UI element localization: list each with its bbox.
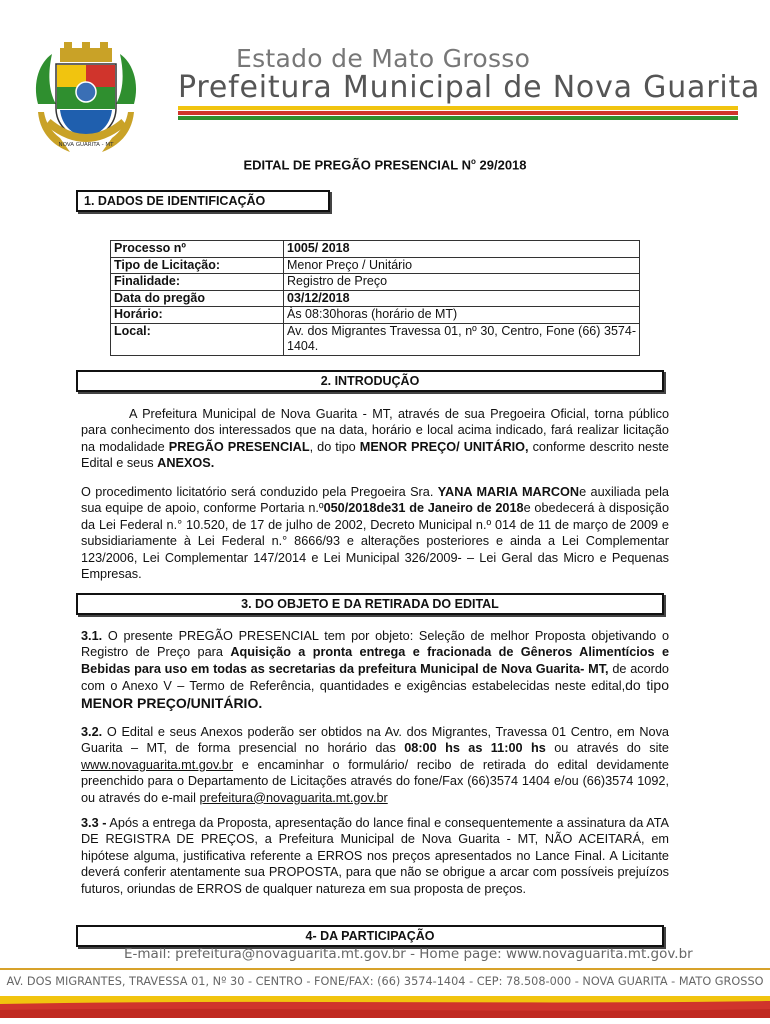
footer-divider — [0, 968, 770, 970]
section-1-heading: 1. DADOS DE IDENTIFICAÇÃO — [76, 190, 330, 212]
ident-value: Às 08:30horas (horário de MT) — [284, 307, 640, 324]
website-link[interactable]: www.novaguarita.mt.gov.br — [81, 757, 234, 772]
email-link[interactable]: prefeitura@novaguarita.mt.gov.br — [199, 790, 388, 805]
ident-key: Horário: — [111, 307, 284, 324]
footer-address: AV. DOS MIGRANTES, TRAVESSA 01, Nº 30 - CENTRO - FONE/FAX: (66) 3574-1404 - CEP: 78.508-000 - NOVA GUARITA - MATO GROSSO — [6, 975, 764, 988]
ident-row — [111, 307, 640, 324]
ident-value: 03/12/2018 — [284, 290, 640, 307]
ident-key: Processo nº — [111, 241, 284, 258]
section-2-heading: 2. INTRODUÇÃO — [76, 370, 664, 392]
intro-paragraph-1: A Prefeitura Municipal de Nova Guarita - MT, através de sua Pregoeira Oficial, torna público para conhecimento dos interessados que na data, horário e local acima indicado, fará realizar licitação na modalidade PREGÃO PRESENCIAL, do tipo MENOR PREÇO/ UNITÁRIO, conforme descrito neste Edital e seus ANEXOS. — [81, 407, 669, 471]
paragraph-3-2: 3.2. O Edital e seus Anexos poderão ser obtidos na Av. dos Migrantes, Travessa 01 Centro, em Nova Guarita – MT, de forma presencial no horário das 08:00 hs as 11:00 hs ou através do site www.novaguarita.mt.gov.br e encaminhar o formulário/ recibo de retirada do edital devidamente preenchido para o Departamento de Licitações através do fone/Fax (66)3574 1404 e/ou (66)3574 1092, ou através do e-mail prefeitura@novaguarita.mt.gov.br — [81, 725, 669, 805]
footer-contact-line: E-mail: prefeitura@novaguarita.mt.gov.br - Home page: www.novaguarita.mt.gov.br — [124, 946, 693, 962]
ident-row — [111, 274, 640, 291]
document-title: EDITAL DE PREGÃO PRESENCIAL $N^o$ 29/2018 — [243, 157, 527, 173]
header-state-name: Estado de Mato Grosso — [236, 44, 531, 73]
municipal-crest-logo — [30, 42, 142, 160]
header-city-name: Prefeitura Municipal de Nova Guarita — [178, 70, 761, 105]
ident-value: Menor Preço / Unitário — [284, 257, 640, 274]
header-stripe-yellow — [178, 106, 738, 110]
ident-value: Av. dos Migrantes Travessa 01, nº 30, Centro, Fone (66) 3574-1404. — [284, 323, 640, 355]
ident-key: Data do pregão — [111, 290, 284, 307]
header-stripe-green — [178, 116, 738, 120]
section-3-heading: 3. DO OBJETO E DA RETIRADA DO EDITAL — [76, 593, 664, 615]
intro-paragraph-2: O procedimento licitatório será conduzido pela Pregoeira Sra. YANA MARIA MARCONe auxiliada pela sua equipe de apoio, conforme Portaria n.º050/2018de31 de Janeiro de 2018e obedecerá à disposição da Lei Federal n.° 10.520, de 17 de julho de 2002, Decreto Municipal n.º 014 de 11 de março de 2009 e subsidiariamente à Lei Federal n.° 8666/93 e alterações posteriores e ainda a Lei Complementar 123/2006, Lei Complementar 147/2014 e Lei Municipal 326/2009- – Lei Geral das Micro e Pequenas Empresas. — [81, 485, 669, 582]
ident-row — [111, 290, 640, 307]
paragraph-3-3: 3.3 - Após a entrega da Proposta, apresentação do lance final e consequentemente a assinatura da ATA DE REGISTRA DE PREÇOS, a Prefeitura Municipal de Nova Guarita - MT, NÃO ACEITARÁ, em hipótese alguma, justificativa referente a ERROS nos preços apresentados no Lance Final. A Licitante deverá conferir atentamente sua PROPOSTA, para que não se obrigue a arcar com possíveis prejuízos futuros, oriundas de ERROS de qualquer natureza em sua proposta de preços. — [81, 816, 670, 896]
ident-key: Finalidade: — [111, 274, 284, 291]
header-stripe-red — [178, 111, 738, 115]
crest-text: NOVA GUARITA - MT — [58, 142, 114, 148]
section-4-heading: 4- DA PARTICIPAÇÃO — [76, 925, 664, 947]
footer-color-band — [0, 996, 770, 1018]
ident-value: 1005/ 2018 — [284, 241, 640, 258]
ident-key: Tipo de Licitação: — [111, 257, 284, 274]
identification-table — [110, 240, 640, 356]
ident-key: Local: — [111, 323, 284, 355]
ident-value: Registro de Preço — [284, 274, 640, 291]
ident-row — [111, 241, 640, 258]
ident-row — [111, 257, 640, 274]
ident-row — [111, 323, 640, 355]
paragraph-3-1: 3.1. O presente PREGÃO PRESENCIAL tem por objeto: Seleção de melhor Proposta objetivando o Registro de Preço para Aquisição a pronta entrega e fracionada de Gêneros Alimentícios e Bebidas para uso em todas as secretarias da prefeitura Municipal de Nova Guarita- MT, de acordo com o Anexo V – Termo de Referência, quantidades e exigências estabelecidas neste edital,do tipo MENOR PREÇO/UNITÁRIO. — [81, 629, 669, 711]
